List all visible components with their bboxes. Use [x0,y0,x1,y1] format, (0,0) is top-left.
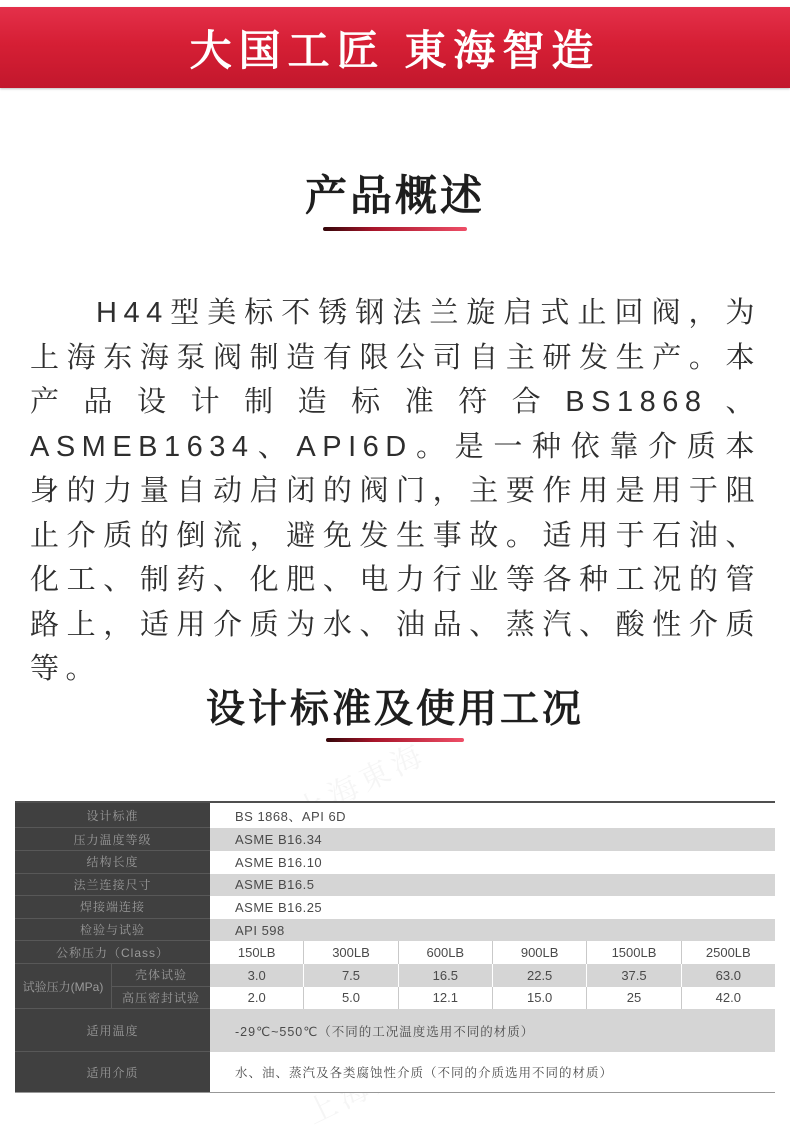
test-pressure-sub-labels [112,964,210,1009]
table-row [210,964,775,987]
row-value: ASME B16.10 [210,851,775,874]
heading-underline [323,227,467,231]
test-pressure-values [210,964,775,1009]
banner-title: 大国工匠 東海智造 [189,26,601,74]
row-value: ASME B16.25 [210,896,775,919]
row-label: 法兰连接尺寸 [15,874,210,897]
class-value-cell: 1500LB [586,941,680,964]
row-label: 适用温度 [15,1009,210,1052]
heading-underline [326,738,464,742]
overview-heading: 产品概述 [304,172,485,219]
pressure-value-cell: 15.0 [492,987,586,1010]
standards-heading: 设计标准及使用工况 [205,688,584,731]
pressure-value-cell: 5.0 [303,987,397,1010]
sub-row-label: 壳体试验 [112,964,210,987]
row-value: API 598 [210,919,775,942]
row-label: 检验与试验 [15,919,210,942]
pressure-value-cell: 12.1 [398,987,492,1010]
pressure-value-cell: 63.0 [681,964,775,987]
table-row [15,803,775,828]
pressure-value-cell: 7.5 [303,964,397,987]
pressure-value-cell: 25 [586,987,680,1010]
table-row [15,1009,775,1052]
row-label: 公称压力（Class） [15,941,210,964]
class-value-cell: 2500LB [681,941,775,964]
table-row [210,987,775,1010]
row-value: -29℃~550℃（不同的工况温度选用不同的材质） [210,1009,775,1052]
sub-row-label: 高压密封试验 [112,987,210,1010]
row-label: 适用介质 [15,1052,210,1092]
pressure-value-cell: 37.5 [586,964,680,987]
row-value: ASME B16.5 [210,874,775,897]
class-value-cell: 900LB [492,941,586,964]
test-pressure-block [15,964,775,1009]
pressure-value-cell: 42.0 [681,987,775,1010]
spec-table [15,801,775,1093]
table-row [15,1052,775,1092]
row-label: 试验压力(MPa) [15,964,112,1009]
table-row [15,851,775,874]
row-value: BS 1868、API 6D [210,803,775,828]
pressure-value-cell: 22.5 [492,964,586,987]
row-label: 焊接端连接 [15,896,210,919]
table-row [15,919,775,942]
row-value: 水、油、蒸汽及各类腐蚀性介质（不同的介质选用不同的材质） [210,1052,775,1092]
table-row [15,874,775,897]
table-row-class [15,941,775,964]
pressure-value-cell: 16.5 [398,964,492,987]
class-value-cell: 150LB [237,945,276,961]
overview-paragraph: H44型美标不锈钢法兰旋启式止回阀，为上海东海泵阀制造有限公司自主研发生产。本产品设计制造标准符合BS1868、ASMEB1634、API6D。是一种依靠介质本身的力量自动启闭的阀门，主要作用是用于阻止介质的倒流，避免发生事故。适用于石油、化工、制药、化肥、电力行业等各种工况的管路上，适用介质为水、油品、蒸汽、酸性介质等。 [30,297,761,685]
row-label: 设计标准 [15,803,210,828]
top-banner [0,7,790,88]
pressure-value-cell: 2.0 [247,990,266,1006]
table-row [15,828,775,851]
class-value-cell: 300LB [303,941,397,964]
row-label: 压力温度等级 [15,828,210,851]
class-values [210,941,775,964]
row-value: ASME B16.34 [210,828,775,851]
pressure-value-cell: 3.0 [247,967,266,983]
table-row [15,896,775,919]
class-value-cell: 600LB [398,941,492,964]
row-label: 结构长度 [15,851,210,874]
